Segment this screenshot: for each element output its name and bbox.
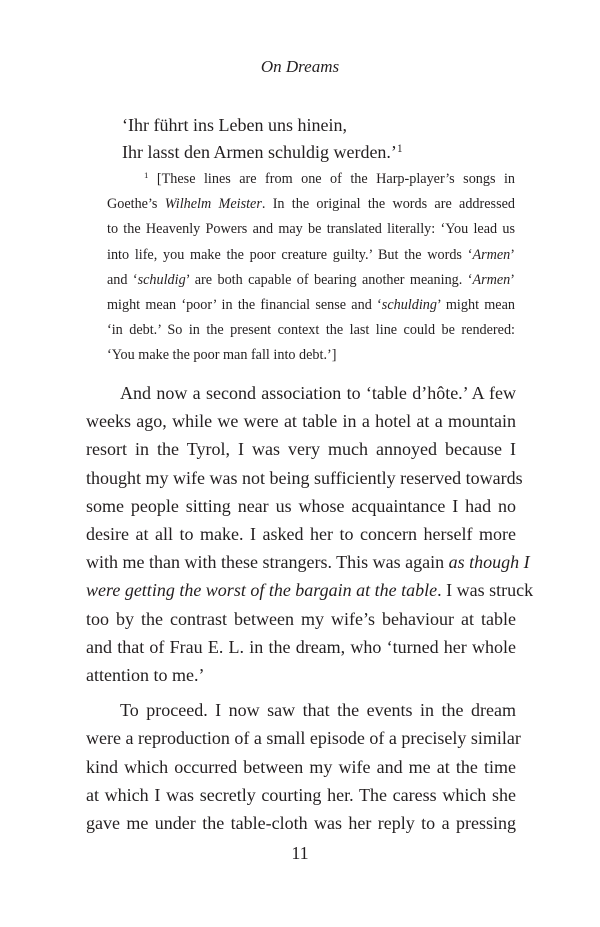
verse-quotation bbox=[122, 112, 542, 166]
text-line: were getting the worst of the bargain at the table. I was struck bbox=[86, 580, 534, 601]
book-title: Wilhelm Meister bbox=[164, 196, 262, 213]
text-line: at which I was secretly courting her. The caress which she bbox=[86, 784, 516, 805]
footnote-line: ‘in debt.’ So in the present context the last line could be rendered: bbox=[107, 322, 515, 339]
footnote-line: and ‘schuldig’ are both capable of bearing another meaning. ‘Armen’ bbox=[107, 271, 515, 288]
text-line: and that of Frau E. L. in the dream, who ‘turned her whole bbox=[86, 636, 516, 657]
running-head: On Dreams bbox=[260, 57, 340, 76]
footnote-line: Goethe’s Wilhelm Meister. In the original the words are addressed bbox=[107, 196, 515, 213]
text-line: desire at all to make. I asked her to concern herself more bbox=[86, 524, 516, 545]
text-line: were a reproduction of a small episode of a precisely similar bbox=[86, 728, 521, 749]
text-line: resort in the Tyrol, I was very much annoyed because I bbox=[86, 439, 516, 460]
verse-line-1: ‘Ihr führt ins Leben uns hinein, bbox=[122, 115, 347, 135]
verse-line-2-text: Ihr lasst den Armen schuldig werden.’ bbox=[122, 142, 397, 162]
footnote bbox=[107, 167, 515, 369]
footnote-marker: 1 bbox=[144, 170, 149, 181]
footnote-line: ‘You make the poor man fall into debt.’] bbox=[107, 347, 337, 364]
text-line: attention to me.’ bbox=[86, 665, 205, 686]
footnote-line: into life, you make the poor creature guilty.’ But the words ‘Armen’ bbox=[107, 246, 515, 263]
text-line: some people sitting near us whose acquaintance I had no bbox=[86, 495, 516, 516]
paragraph-spacer bbox=[86, 689, 516, 696]
verse-line-2 bbox=[122, 139, 542, 166]
footnote-line: to the Heavenly Powers and may be translated literally: ‘You lead us bbox=[107, 221, 515, 238]
footnote-line: $^1$ [These lines are from one of the Harp-player’s songs in bbox=[144, 170, 516, 187]
text-line: gave me under the table-cloth was her reply to a pressing bbox=[86, 813, 516, 834]
text-line: thought my wife was not being sufficiently reserved towards bbox=[86, 467, 523, 488]
paragraph bbox=[86, 696, 521, 837]
body-text bbox=[86, 379, 534, 837]
text-line: To proceed. I now saw that the events in the dream bbox=[120, 700, 516, 721]
text-line: too by the contrast between my wife’s behaviour at table bbox=[86, 608, 516, 629]
text-line: with me than with these strangers. This was again as though I bbox=[86, 552, 530, 573]
footnote-line: might mean ‘poor’ in the financial sense and ‘schulding’ might mean bbox=[107, 297, 515, 314]
footnote-reference: 1 bbox=[396, 142, 403, 155]
text-line: kind which occurred between my wife and me at the time bbox=[86, 756, 516, 777]
text-line: weeks ago, while we were at table in a hotel at a mountain bbox=[86, 411, 516, 432]
page-number: 11 bbox=[291, 843, 309, 863]
text-line: And now a second association to ‘table d’hôte.’ A few bbox=[120, 383, 516, 403]
paragraph bbox=[86, 379, 534, 689]
